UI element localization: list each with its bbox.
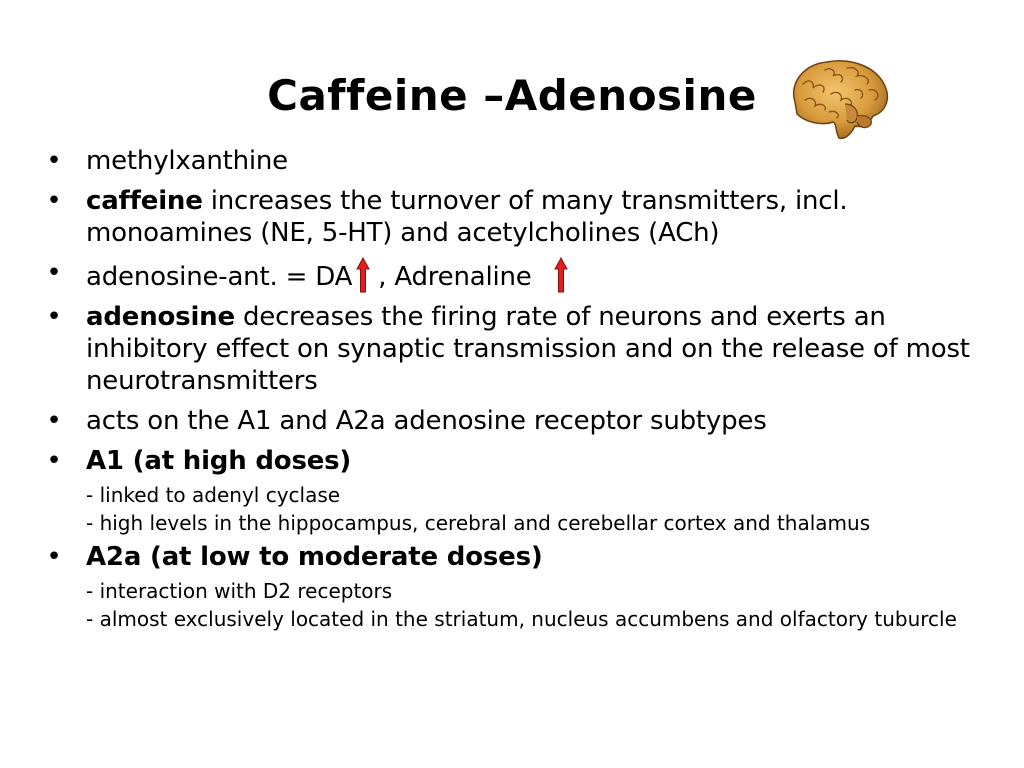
brain-icon [785, 54, 891, 142]
bullet-text: acts on the A1 and A2a adenosine receptor subtypes [86, 406, 767, 436]
bullet-dot: • [46, 302, 62, 332]
bullet-bold-term: A2a (at low to moderate doses) [86, 542, 543, 572]
bullet-text: , Adrenaline [378, 262, 532, 292]
sub-item: - high levels in the hippocampus, cerebral and cerebellar cortex and thalamus [86, 511, 871, 535]
bullet-dot: • [46, 186, 62, 216]
bullet-item [44, 405, 984, 437]
bullet-item [44, 445, 984, 477]
sub-item: - almost exclusively located in the striatum, nucleus accumbens and olfactory tuburcle [86, 607, 957, 631]
sub-item: - interaction with D2 receptors [86, 579, 393, 603]
bullet-text: adenosine-ant. = DA [86, 262, 353, 292]
bullet-bold-term: A1 (at high doses) [86, 446, 352, 476]
bullet-item [44, 257, 984, 293]
bullet-dot: • [46, 446, 62, 476]
bullet-text: decreases the firing rate of neurons and exerts an inhibitory effect on synaptic transmission and on the release of most neurotransmitters [86, 302, 970, 396]
bullet-bold-term: caffeine [86, 186, 203, 216]
bullet-item [44, 145, 984, 177]
bullet-item [44, 185, 984, 249]
up-arrow-icon [554, 257, 576, 293]
sub-item: - linked to adenyl cyclase [86, 483, 341, 507]
bullet-dot: • [46, 542, 62, 572]
bullet-text: methylxanthine [86, 146, 288, 176]
bullet-item [44, 301, 984, 397]
slide-title: Caffeine –Adenosine [267, 71, 757, 120]
bullet-list [44, 145, 984, 637]
up-arrow-icon [356, 257, 378, 293]
bullet-item [44, 541, 984, 573]
bullet-text: increases the turnover of many transmitters, incl. monoamines (NE, 5-HT) and acetylcholines (ACh) [86, 186, 848, 248]
bullet-bold-term: adenosine [86, 302, 235, 332]
bullet-dot: • [46, 406, 62, 436]
bullet-dot: • [46, 258, 62, 288]
bullet-dot: • [46, 146, 62, 176]
